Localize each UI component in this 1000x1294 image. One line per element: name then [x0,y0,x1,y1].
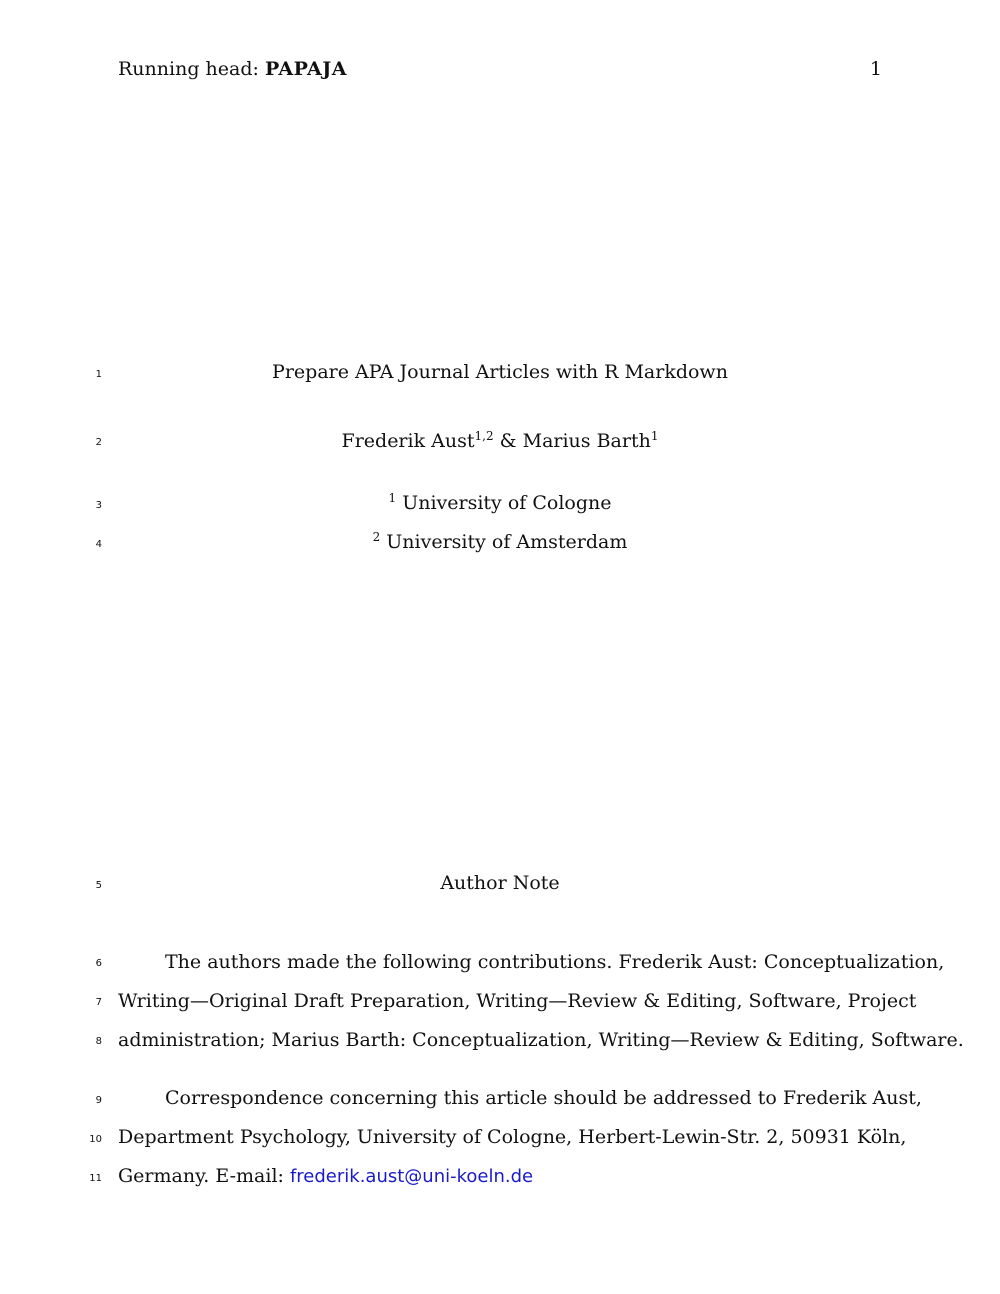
paragraph-line: The authors made the following contributions. Frederik Aust: Conceptualization, [165,951,945,973]
author-affiliation-mark: 1 [650,429,659,443]
line-number: 10 [89,1134,102,1145]
paper-title: Prepare APA Journal Articles with R Markdown [272,361,728,383]
line-number: 3 [95,500,102,511]
paragraph-line: administration; Marius Barth: Conceptualization, Writing—Review & Editing, Software. [118,1029,964,1051]
line-number: 6 [95,958,102,969]
line-number: 5 [95,880,102,891]
page-number: 1 [869,58,882,80]
paragraph-line: Correspondence concerning this article should be addressed to Frederik Aust, [165,1087,922,1109]
affiliation [118,531,882,553]
line-number: 4 [95,539,102,550]
line-number: 1 [95,369,102,380]
affiliation-mark: 2 [372,530,381,544]
affiliation-name: University of Amsterdam [386,531,628,553]
running-head-label: Running head: [118,58,259,80]
line-number: 9 [95,1095,102,1106]
author-name: Marius Barth [522,430,651,452]
email-link[interactable]: frederik.aust@uni-koeln.de [289,1166,534,1187]
running-head-title: PAPAJA [264,58,347,80]
line-number: 11 [89,1173,102,1184]
affiliation-mark: 1 [388,491,397,505]
line-number: 2 [95,437,102,448]
paragraph-line [118,1165,533,1188]
line-number: 8 [95,1036,102,1047]
line-number: 7 [95,997,102,1008]
email-prefix: Germany. E-mail: [118,1165,284,1187]
author-name: Frederik Aust [341,430,475,452]
author-separator: & [499,430,517,452]
affiliation [118,492,882,514]
affiliation-name: University of Cologne [402,492,612,514]
paragraph-line: Department Psychology, University of Cologne, Herbert-Lewin-Str. 2, 50931 Köln, [118,1126,907,1148]
author-affiliation-mark: 1,2 [474,429,494,443]
author-note-heading: Author Note [440,872,560,894]
author-line [118,430,882,452]
paragraph-line: Writing—Original Draft Preparation, Writing—Review & Editing, Software, Project [118,990,917,1012]
running-head [118,58,347,80]
